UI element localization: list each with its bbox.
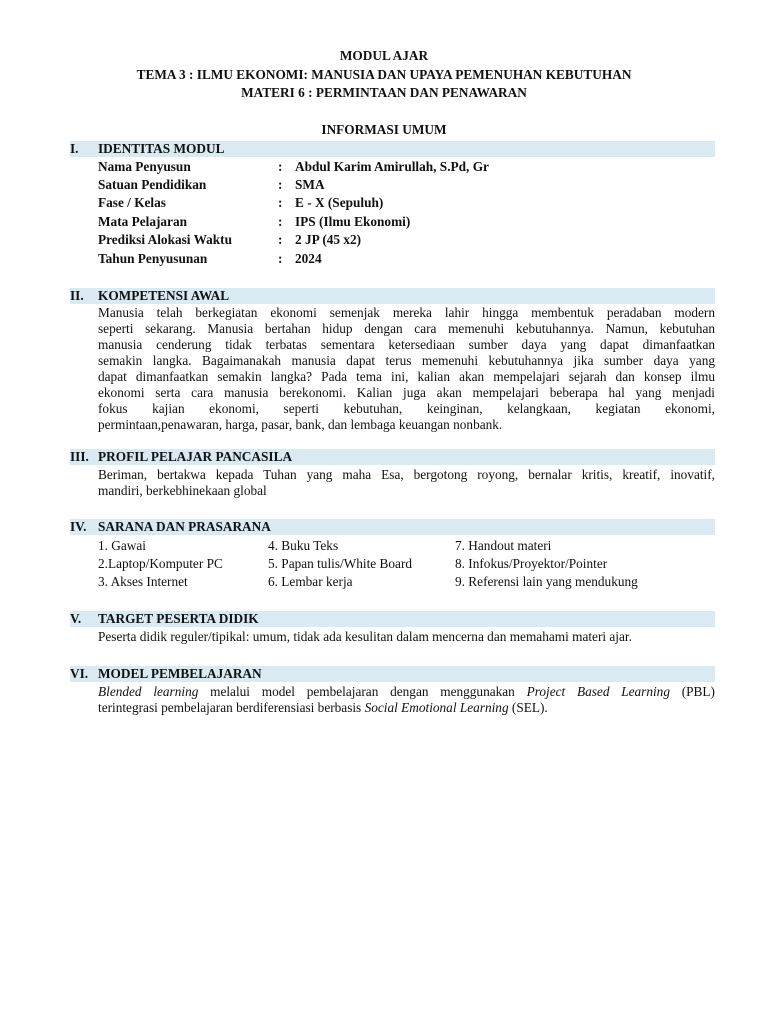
section-title: MODEL PEMBELAJARAN	[98, 666, 262, 681]
identity-label: Tahun Penyusunan	[98, 251, 208, 266]
section-title: SARANA DAN PRASARANA	[98, 519, 271, 534]
paragraph-line	[98, 700, 715, 716]
identity-label: Nama Penyusun	[98, 159, 191, 174]
doc-theme: TEMA 3 : ILMU EKONOMI: MANUSIA DAN UPAYA PEMENUHAN KEBUTUHAN	[136, 67, 632, 82]
section-bar-sarana	[70, 519, 715, 535]
facility-item: 5. Papan tulis/White Board	[268, 556, 413, 571]
paragraph-line: seperti sekarang. Manusia bertahan hidup dengan cara memenuhi kebutuhannya. Namun, kebutuhan	[98, 321, 715, 336]
paragraph-line: Manusia telah berkegiatan ekonomi semenjak mereka lahir hingga membentuk peradaban modern	[98, 305, 715, 320]
profil-paragraph	[98, 467, 715, 499]
doc-material: MATERI 6 : PERMINTAAN DAN PENAWARAN	[241, 85, 527, 100]
identity-value: 2 JP (45 x2)	[295, 232, 362, 247]
section-number: II.	[70, 288, 84, 303]
identity-label: Satuan Pendidikan	[98, 177, 207, 192]
paragraph-line: semakin langka. Bagaimanakah manusia dapat terus memenuhi kebutuhannya jika sumber daya yang	[98, 353, 715, 368]
facility-item: 2.Laptop/Komputer PC	[98, 556, 223, 571]
identity-colon: :	[278, 177, 283, 192]
text-span: (PBL)	[669, 684, 715, 699]
facility-item: 1. Gawai	[98, 538, 146, 553]
paragraph-line: mandiri, berkebhinekaan global	[98, 483, 267, 498]
facility-item: 4. Buku Teks	[268, 538, 339, 553]
section-bar-target	[70, 611, 715, 627]
section-number: IV.	[70, 519, 87, 534]
identity-colon: :	[278, 195, 283, 210]
paragraph-line: fokus kajian ekonomi, seperti kebutuhan, keinginan, kelangkaan, kegiatan ekonomi,	[98, 401, 715, 416]
identity-colon: :	[278, 159, 283, 174]
identity-colon: :	[278, 232, 283, 247]
section-bar-identitas	[70, 141, 715, 157]
section-heading-informasi-umum: INFORMASI UMUM	[321, 122, 447, 137]
identity-value: SMA	[295, 177, 325, 192]
text-span: melalui model pembelajaran dengan menggunakan	[198, 684, 527, 699]
identity-value: IPS (Ilmu Ekonomi)	[295, 214, 411, 229]
paragraph-line: Beriman, bertakwa kepada Tuhan yang maha Esa, bergotong royong, bernalar kritis, kreatif, inovatif,	[98, 467, 715, 482]
section-bar-model	[70, 666, 715, 682]
identity-label: Prediksi Alokasi Waktu	[98, 232, 233, 247]
paragraph-line: manusia cenderung tidak terbatas sementara ketersediaan sumber daya yang dapat dimanfaatkan	[98, 337, 715, 352]
identity-label: Mata Pelajaran	[98, 214, 187, 229]
identity-label: Fase / Kelas	[98, 195, 166, 210]
paragraph-line	[98, 684, 715, 700]
text-span: terintegrasi pembelajaran berdiferensiasi berbasis	[98, 700, 365, 715]
identity-colon: :	[278, 214, 283, 229]
section-bar-kompetensi	[70, 288, 715, 304]
section-number: V.	[70, 611, 82, 626]
kompetensi-paragraph	[98, 305, 715, 433]
section-title: PROFIL PELAJAR PANCASILA	[98, 449, 293, 464]
section-number: III.	[70, 449, 89, 464]
identity-value: Abdul Karim Amirullah, S.Pd, Gr	[295, 159, 489, 174]
section-number: I.	[70, 141, 79, 156]
text-span: (SEL).	[508, 700, 548, 715]
section-title: IDENTITAS MODUL	[98, 141, 225, 156]
facility-item: 9. Referensi lain yang mendukung	[455, 574, 638, 589]
blended-learning-term: Blended learning	[98, 684, 199, 699]
facility-item: 8. Infokus/Proyektor/Pointer	[455, 556, 608, 571]
doc-title: MODUL AJAR	[339, 48, 429, 63]
sel-term: Social Emotional Learning	[364, 700, 509, 715]
section-bar-profil	[70, 449, 715, 465]
facility-item: 3. Akses Internet	[98, 574, 188, 589]
identity-value: 2024	[295, 251, 322, 266]
model-paragraph	[98, 684, 715, 716]
identity-value: E - X (Sepuluh)	[295, 195, 384, 210]
facility-item: 6. Lembar kerja	[268, 574, 353, 589]
identity-colon: :	[278, 251, 283, 266]
paragraph-line: dapat dimanfaatkan semakin langka? Pada tema ini, kalian akan mempelajari sejarah dan konsep ilmu	[98, 369, 715, 384]
paragraph-line: ekonomi serta cara manusia berekonomi. Kalian juga akan mempelajari beberapa hal yang menjadi	[98, 385, 715, 400]
section-title: KOMPETENSI AWAL	[98, 288, 230, 303]
target-paragraph: Peserta didik reguler/tipikal: umum, tidak ada kesulitan dalam mencerna dan memahami materi ajar.	[98, 629, 632, 644]
section-number: VI.	[70, 666, 89, 681]
section-title: TARGET PESERTA DIDIK	[98, 611, 259, 626]
pbl-term: Project Based Learning	[526, 684, 670, 699]
paragraph-line: permintaan,penawaran, harga, pasar, bank, dan lembaga keuangan nonbank.	[98, 417, 503, 432]
facility-item: 7. Handout materi	[455, 538, 552, 553]
